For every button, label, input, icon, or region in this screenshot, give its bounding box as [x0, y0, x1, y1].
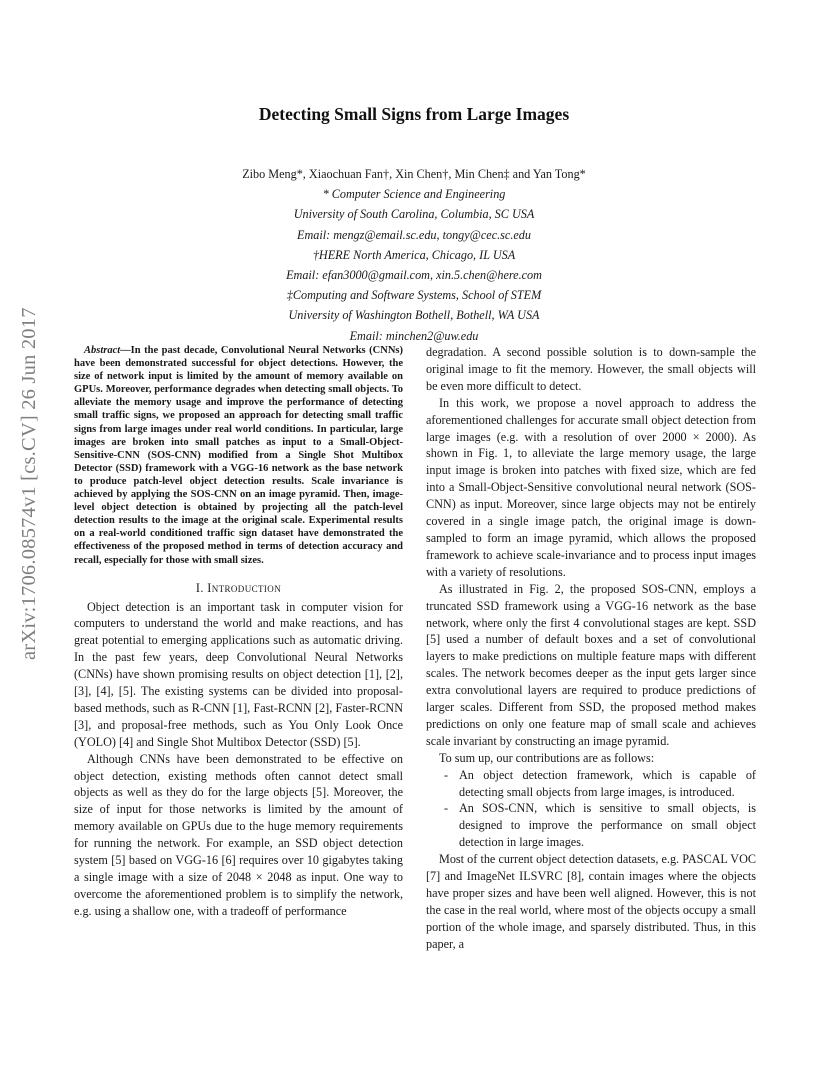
- intro-paragraph-2: Although CNNs have been demonstrated to be effective on object detection, existing methods often cannot detect small objects as well as they do for the large objects [5]. Moreover, the size of input for those networks is limited by the amount of memory available on GPUs due to the huge memory requirements for running the network. For example, an SSD object detection system [5] based on VGG-16 [6] requires over 10 gigabytes taking a single image with a size of 2048 × 2048 as input. One way to overcome the aforementioned problem is to simplify the network, e.g. using a shallow one, with a tradeoff of performance: [74, 751, 403, 918]
- intro-paragraph-4: As illustrated in Fig. 2, the proposed SOS-CNN, employs a truncated SSD framework using a VGG-16 network as the base network, where only the first 4 convolutional stages are kept. SSD [5] used a number of default boxes and a set of convolutional layers to make predictions on multiple feature maps with different scales. The network becomes deeper as the input gets larger since extra convolutional layers are required to produce predictions of larger scales. Different from SSD, the proposed method makes predictions on only one feature map of small scale and achieves scale invariant by constructing an image pyramid.: [426, 581, 756, 748]
- contributions-intro: To sum up, our contributions are as follows:: [439, 750, 655, 765]
- abstract-text: —In the past decade, Convolutional Neural Networks (CNNs) have been demonstrated successful for object detections. However, the size of network input is limited by the amount of memory available on GPUs. Moreover, performance degrades when detecting small objects. To alleviate the memory usage and improve the performance of detecting small traffic signs, we proposed an approach for detecting small traffic signs from large images under real world conditions. In particular, large images are broken into small patches as input to a Small-Object-Sensitive-CNN (SOS-CNN) modified from a Single Shot Multibox Detector (SSD) framework with a VGG-16 network as the base network to produce patch-level object detection results. Scale invariance is achieved by applying the SOS-CNN on an image pyramid. Then, image-level object detection is obtained by projecting all the patch-level detection results to the image at the original scale. Experimental results on a real-world conditioned traffic sign dataset have demonstrated the effectiveness of the proposed method in terms of detection accuracy and recall, especially for those with small sizes.: [74, 345, 403, 566]
- affiliation-2-organization: †HERE North America, Chicago, IL USA: [312, 247, 516, 262]
- contributions-list: [426, 767, 756, 852]
- affiliation-1-department: * Computer Science and Engineering: [322, 187, 506, 202]
- abstract: [74, 344, 403, 567]
- abstract-label: Abstract: [84, 345, 121, 356]
- intro-paragraph-1: Object detection is an important task in computer vision for computers to understand the world and make reactions, and has great potential to emerging applications such as automatic driving. In the past few years, deep Convolutional Neural Networks (CNNs) have shown promising results on object detection [1], [2], [3], [4], [5]. The existing systems can be divided into proposal-based methods, such as R-CNN [1], Fast-RCNN [2], Faster-RCNN [3], and proposal-free methods, such as You Only Look Once (YOLO) [4] and Single Shot Multibox Detector (SSD) [5].: [74, 599, 403, 749]
- affiliation-3-department: ‡Computing and Software Systems, School of STEM: [286, 288, 542, 303]
- affiliation-1-email: Email: mengz@email.sc.edu, tongy@cec.sc.edu: [297, 227, 531, 242]
- author-names: Zibo Meng*, Xiaochuan Fan†, Xin Chen†, Min Chen‡ and Yan Tong*: [242, 167, 586, 181]
- left-column: [74, 344, 403, 920]
- intro-paragraph-2-continuation: degradation. A second possible solution is to down-sample the original image to fit the memory. However, the small objects will be even more difficult to detect.: [426, 345, 756, 393]
- affiliation-2-email: Email: efan3000@gmail.com, xin.5.chen@here.com: [286, 268, 542, 283]
- contribution-item: - An SOS-CNN, which is sensitive to small objects, is designed to improve the performance on small object detection in large images.: [444, 800, 756, 851]
- section-title: Introduction: [207, 580, 282, 595]
- contribution-item: - An object detection framework, which is capable of detecting small objects from large images, is introduced.: [444, 767, 756, 801]
- section-number: I.: [195, 580, 204, 595]
- paper-title: Detecting Small Signs from Large Images: [258, 104, 570, 124]
- affiliation-3-university: University of Washington Bothell, Bothell, WA USA: [288, 308, 540, 323]
- affiliation-1-university: University of South Carolina, Columbia, SC USA: [293, 207, 535, 222]
- author-block: [0, 164, 828, 346]
- section-heading-introduction: [74, 580, 403, 597]
- arxiv-identifier-stamp: arXiv:1706.08574v1 [cs.CV] 26 Jun 2017: [18, 307, 40, 660]
- intro-paragraph-3: In this work, we propose a novel approach to address the aforementioned challenges for accurate small object detection from large images (e.g. with a resolution of over 2000 × 2000). As shown in Fig. 1, to alleviate the large memory usage, the large input image is broken into patches with fixed size, which are fed into a Small-Object-Sensitive convolutional neural network (SOS-CNN) as input. Moreover, since large objects may not be entirely covered in a single image patch, the original image is down-sampled to form an image pyramid, which allows the proposed framework to achieve scale-invariance and to process input images with a variety of resolutions.: [426, 395, 756, 579]
- affiliation-3-email: Email: minchen2@uw.edu: [349, 328, 479, 343]
- intro-paragraph-5: Most of the current object detection datasets, e.g. PASCAL VOC [7] and ImageNet ILSVRC [8], contain images where the objects have proper sizes and have been well aligned. However, this is not the case in the real world, where most of the objects occupy a small portion of the whole image, and sparsely distributed. Thus, in this paper, a: [426, 852, 756, 951]
- right-column: [426, 344, 756, 953]
